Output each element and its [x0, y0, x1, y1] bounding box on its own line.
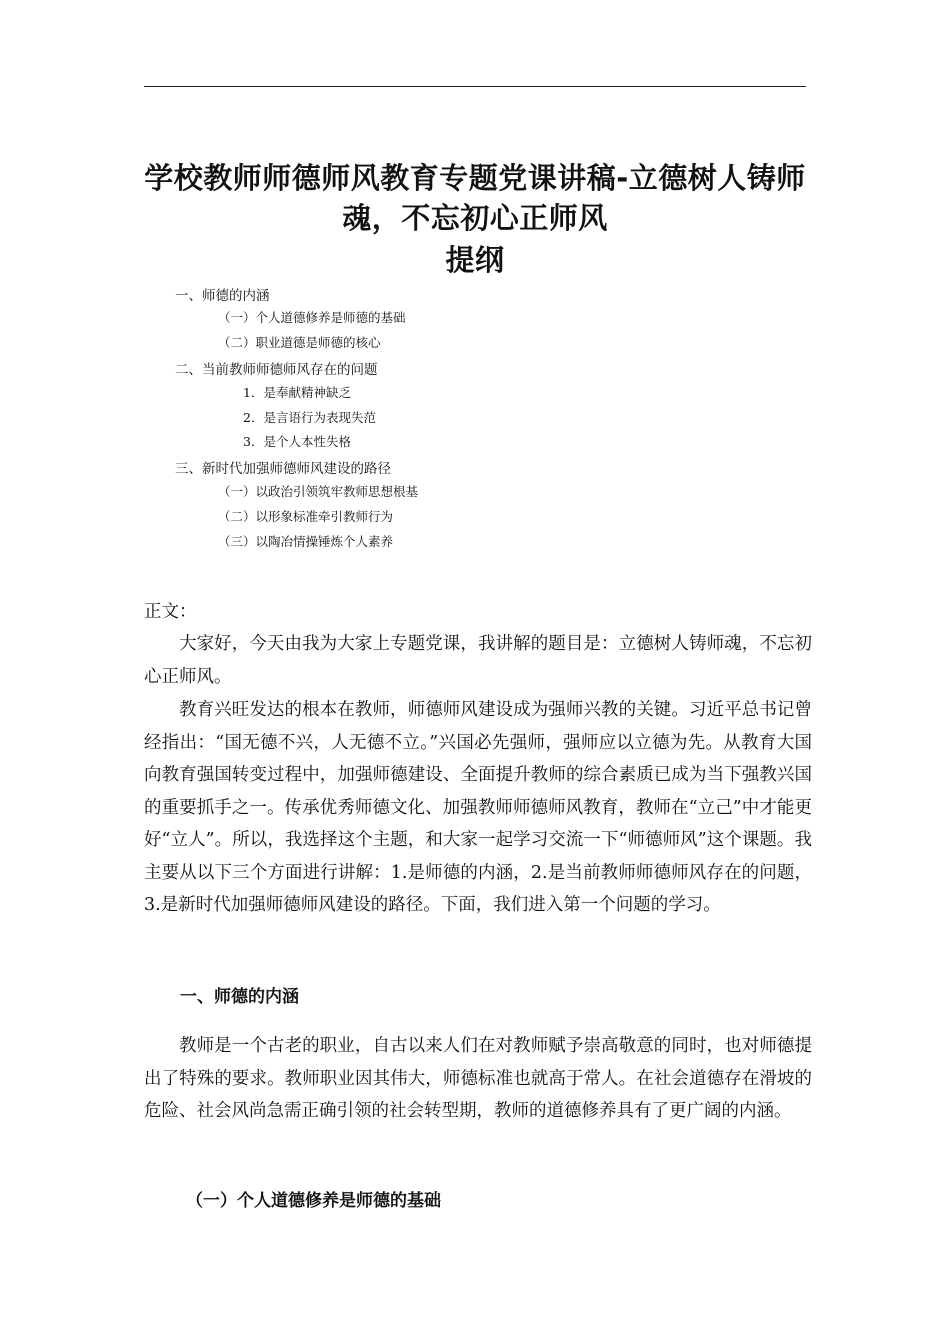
outline-item: （一）以政治引领筑牢教师思想根基 [218, 484, 419, 499]
paragraph-text: 教师是一个古老的职业，自古以来人们在对教师赋予崇高敬意的同时，也对师德提出了特殊的要求。教师职业因其伟大，师德标准也就高于常人。在社会道德存在滑坡的危险、社会风尚急需正确引领的社会转型期，教师的道德修养具有了更广阔的内涵。 [144, 1036, 812, 1121]
outline-item: 2．是言语行为表现失范 [243, 410, 376, 425]
outline-item: （二）职业道德是师德的核心 [218, 335, 381, 350]
body-label: 正文： [144, 602, 197, 622]
title-line-2: 魂，不忘初心正师风 [342, 201, 608, 235]
title-line-1: 学校教师师德师风教育专题党课讲稿-立德树人铸师 [144, 161, 806, 195]
section-heading: 一、师德的内涵 [180, 987, 299, 1007]
outline-item: 二、当前教师师德师风存在的问题 [175, 362, 378, 378]
document-title [144, 158, 806, 280]
paragraph [144, 628, 812, 693]
outline-item: 一、师德的内涵 [175, 288, 270, 304]
paragraph-text: 教育兴旺发达的根本在教师，师德师风建设成为强师兴教的关键。习近平总书记曾经指出：“国无德不兴，人无德不立。”兴国必先强师，强师应以立德为先。从教育大国向教育强国转变过程中，加强师德建设、全面提升教师的综合素质已成为当下强教兴国的重要抓手之一。传承优秀师德文化、加强教师师德师风教育，教师在“立己”中才能更好“立人”。所以，我选择这个主题，和大家一起学习交流一下“师德师风”这个课题。我主要从以下三个方面进行讲解：1.是师德的内涵，2.是当前教师师德师风存在的问题，3.是新时代加强师德师风建设的路径。下面，我们进入第一个问题的学习。 [144, 700, 812, 915]
outline-item: 3．是个人本性失格 [243, 434, 351, 449]
paragraph [144, 694, 812, 922]
paragraph [144, 1030, 812, 1128]
header-rule [144, 86, 806, 87]
paragraph-text: 大家好，今天由我为大家上专题党课，我讲解的题目是：立德树人铸师魂，不忘初心正师风。 [144, 634, 812, 687]
outline-item: （三）以陶冶情操锤炼个人素养 [218, 534, 394, 549]
outline-item: （二）以形象标准牵引教师行为 [218, 509, 394, 524]
outline-title: 提纲 [445, 243, 505, 277]
outline-item: 1．是奉献精神缺乏 [243, 385, 351, 400]
outline-item: 三、新时代加强师德师风建设的路径 [175, 461, 391, 477]
subsection-heading: （一）个人道德修养是师德的基础 [186, 1191, 441, 1211]
outline-item: （一）个人道德修养是师德的基础 [218, 310, 406, 325]
